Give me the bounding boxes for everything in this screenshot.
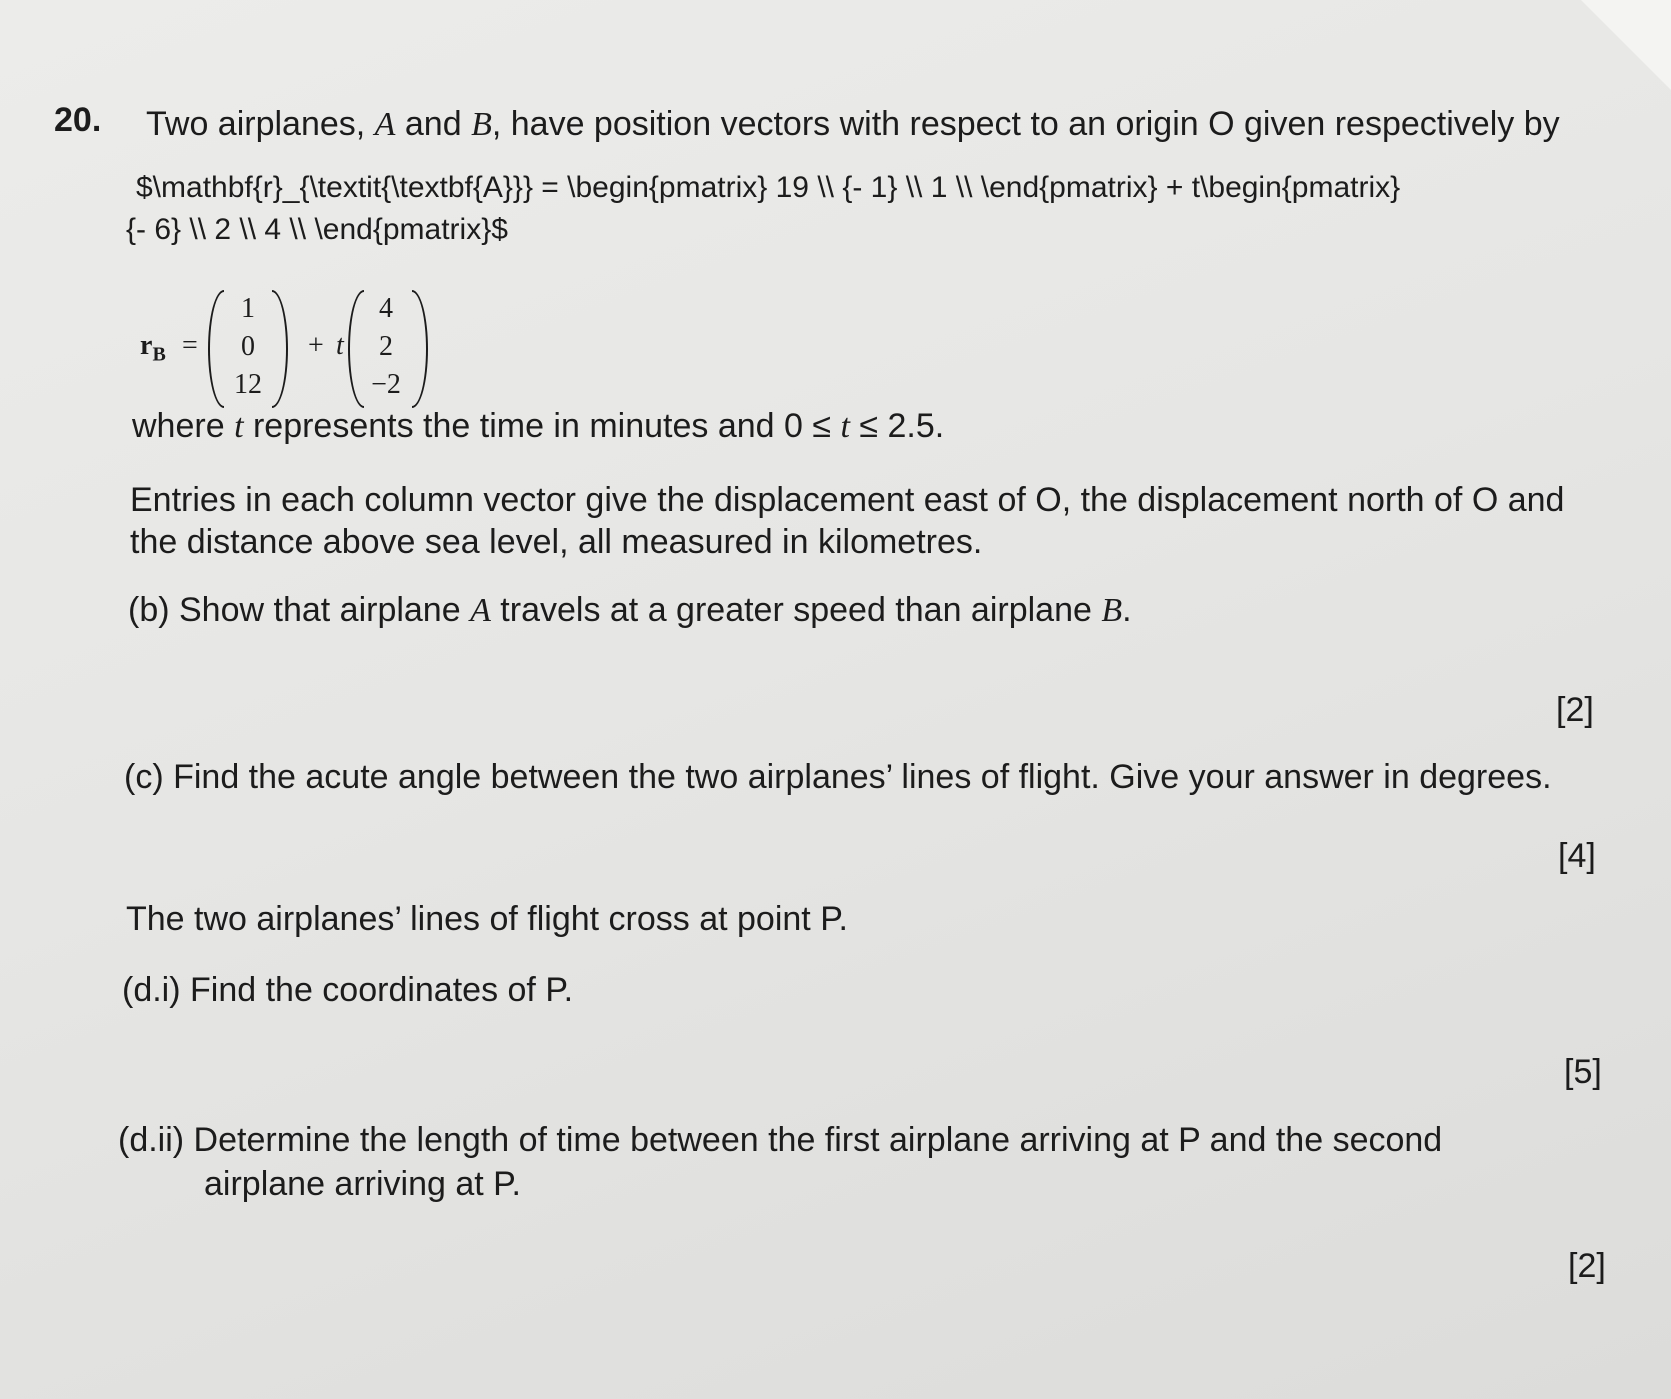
time-definition: where t represents the time in minutes and 0 ≤ t ≤ 2.5.	[132, 407, 945, 445]
part-dii-mark: [2]	[1568, 1247, 1606, 1285]
part-dii-line2: airplane arriving at P.	[204, 1165, 521, 1203]
part-c-text: (c) Find the acute angle between the two airplanes’ lines of flight. Give your answer in degrees.	[124, 758, 1552, 796]
page-corner	[1581, 0, 1671, 90]
question-number: 20.	[54, 101, 102, 139]
entries-line1: Entries in each column vector give the displacement east of O, the displacement north of O and	[130, 481, 1565, 519]
crossing-statement: The two airplanes’ lines of flight cross at point P.	[126, 900, 848, 938]
left-parenthesis	[348, 290, 364, 408]
right-parenthesis	[272, 290, 288, 408]
ra-latex-line1: $\mathbf{r}_{\textit{\textbf{A}}} = \begin{pmatrix} 19 \\ {- 1} \\ 1 \\ \end{pmatrix} + t\begin{pmatrix}	[136, 171, 1401, 204]
ra-latex-line2: {- 6} \\ 2 \\ 4 \\ \end{pmatrix}$	[126, 213, 508, 246]
vector-entry: −2	[371, 369, 401, 400]
right-parenthesis	[412, 290, 428, 408]
equals-sign: =	[182, 330, 198, 361]
vector-entry: 2	[379, 331, 393, 362]
rb-position-vector	[228, 290, 268, 404]
rb-equation	[140, 290, 480, 410]
vector-entry: 12	[234, 369, 262, 400]
part-di-text: (d.i) Find the coordinates of P.	[122, 971, 574, 1009]
part-b-text: (b) Show that airplane A travels at a greater speed than airplane B.	[128, 591, 1132, 629]
part-c-mark: [4]	[1558, 837, 1596, 875]
vector-entry: 0	[241, 331, 255, 362]
parameter-t: t	[336, 330, 344, 361]
left-parenthesis	[208, 290, 224, 408]
question-intro: Two airplanes, A and B, have position vectors with respect to an origin O given respectively by	[146, 105, 1560, 143]
part-di-mark: [5]	[1564, 1053, 1602, 1091]
part-b-mark: [2]	[1556, 691, 1594, 729]
plus-sign: +	[308, 330, 324, 361]
vector-entry: 4	[379, 293, 393, 324]
vector-entry: 1	[241, 293, 255, 324]
part-dii-line1: (d.ii) Determine the length of time between the first airplane arriving at P and the second	[118, 1121, 1443, 1159]
rb-label: $r_B$	[140, 330, 166, 366]
entries-line2: the distance above sea level, all measured in kilometres.	[130, 523, 983, 561]
rb-direction-vector	[366, 290, 406, 404]
